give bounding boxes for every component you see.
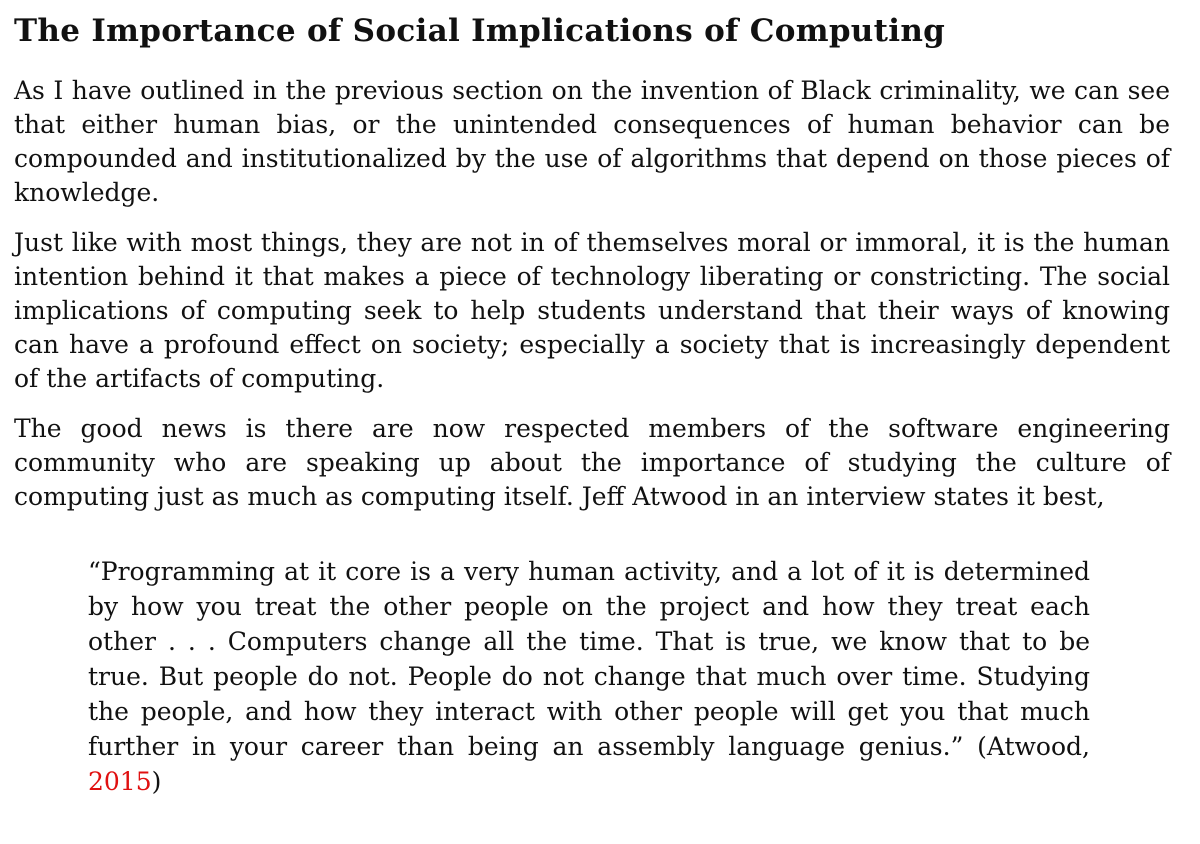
paragraph-good-news: The good news is there are now respected members of the software engineering community who are speaking up about the importance of studying the culture of computing just as much as computing itself. Jeff Atwood in an interview states it best, — [14, 414, 1170, 511]
paragraph-black-criminality: As I have outlined in the previous section on the invention of Black criminality, we can see that either human bias, or the unintended consequences of human behavior can be compounded and institutionalized by the use of algorithms that depend on those pieces of knowledge. — [14, 76, 1170, 207]
citation-close: ) — [151, 767, 162, 796]
citation-open: (Atwood, — [963, 732, 1090, 761]
atwood-quote — [88, 554, 1090, 799]
citation-year-link[interactable]: 2015 — [88, 767, 152, 796]
quote-text: “Programming at it core is a very human activity, and a lot of it is determined by how you treat the other people on the project and how they treat each other . . . Computers change all the time. That is true, we know that to be true. But people do not. People do not change that much over time. Studying the people, and how they interact with other people will get you that much further in your career than being an assembly language genius.” — [88, 557, 1090, 761]
document-page — [0, 10, 1200, 844]
paragraph-human-intention: Just like with most things, they are not in of themselves moral or immoral, it is the human intention behind it that makes a piece of technology liberating or constricting. The social implications of computing seek to help students understand that their ways of knowing can have a profound effect on society; especially a society that is increasingly dependent of the artifacts of computing. — [14, 228, 1170, 393]
section-heading: The Importance of Social Implications of Computing — [14, 13, 946, 49]
